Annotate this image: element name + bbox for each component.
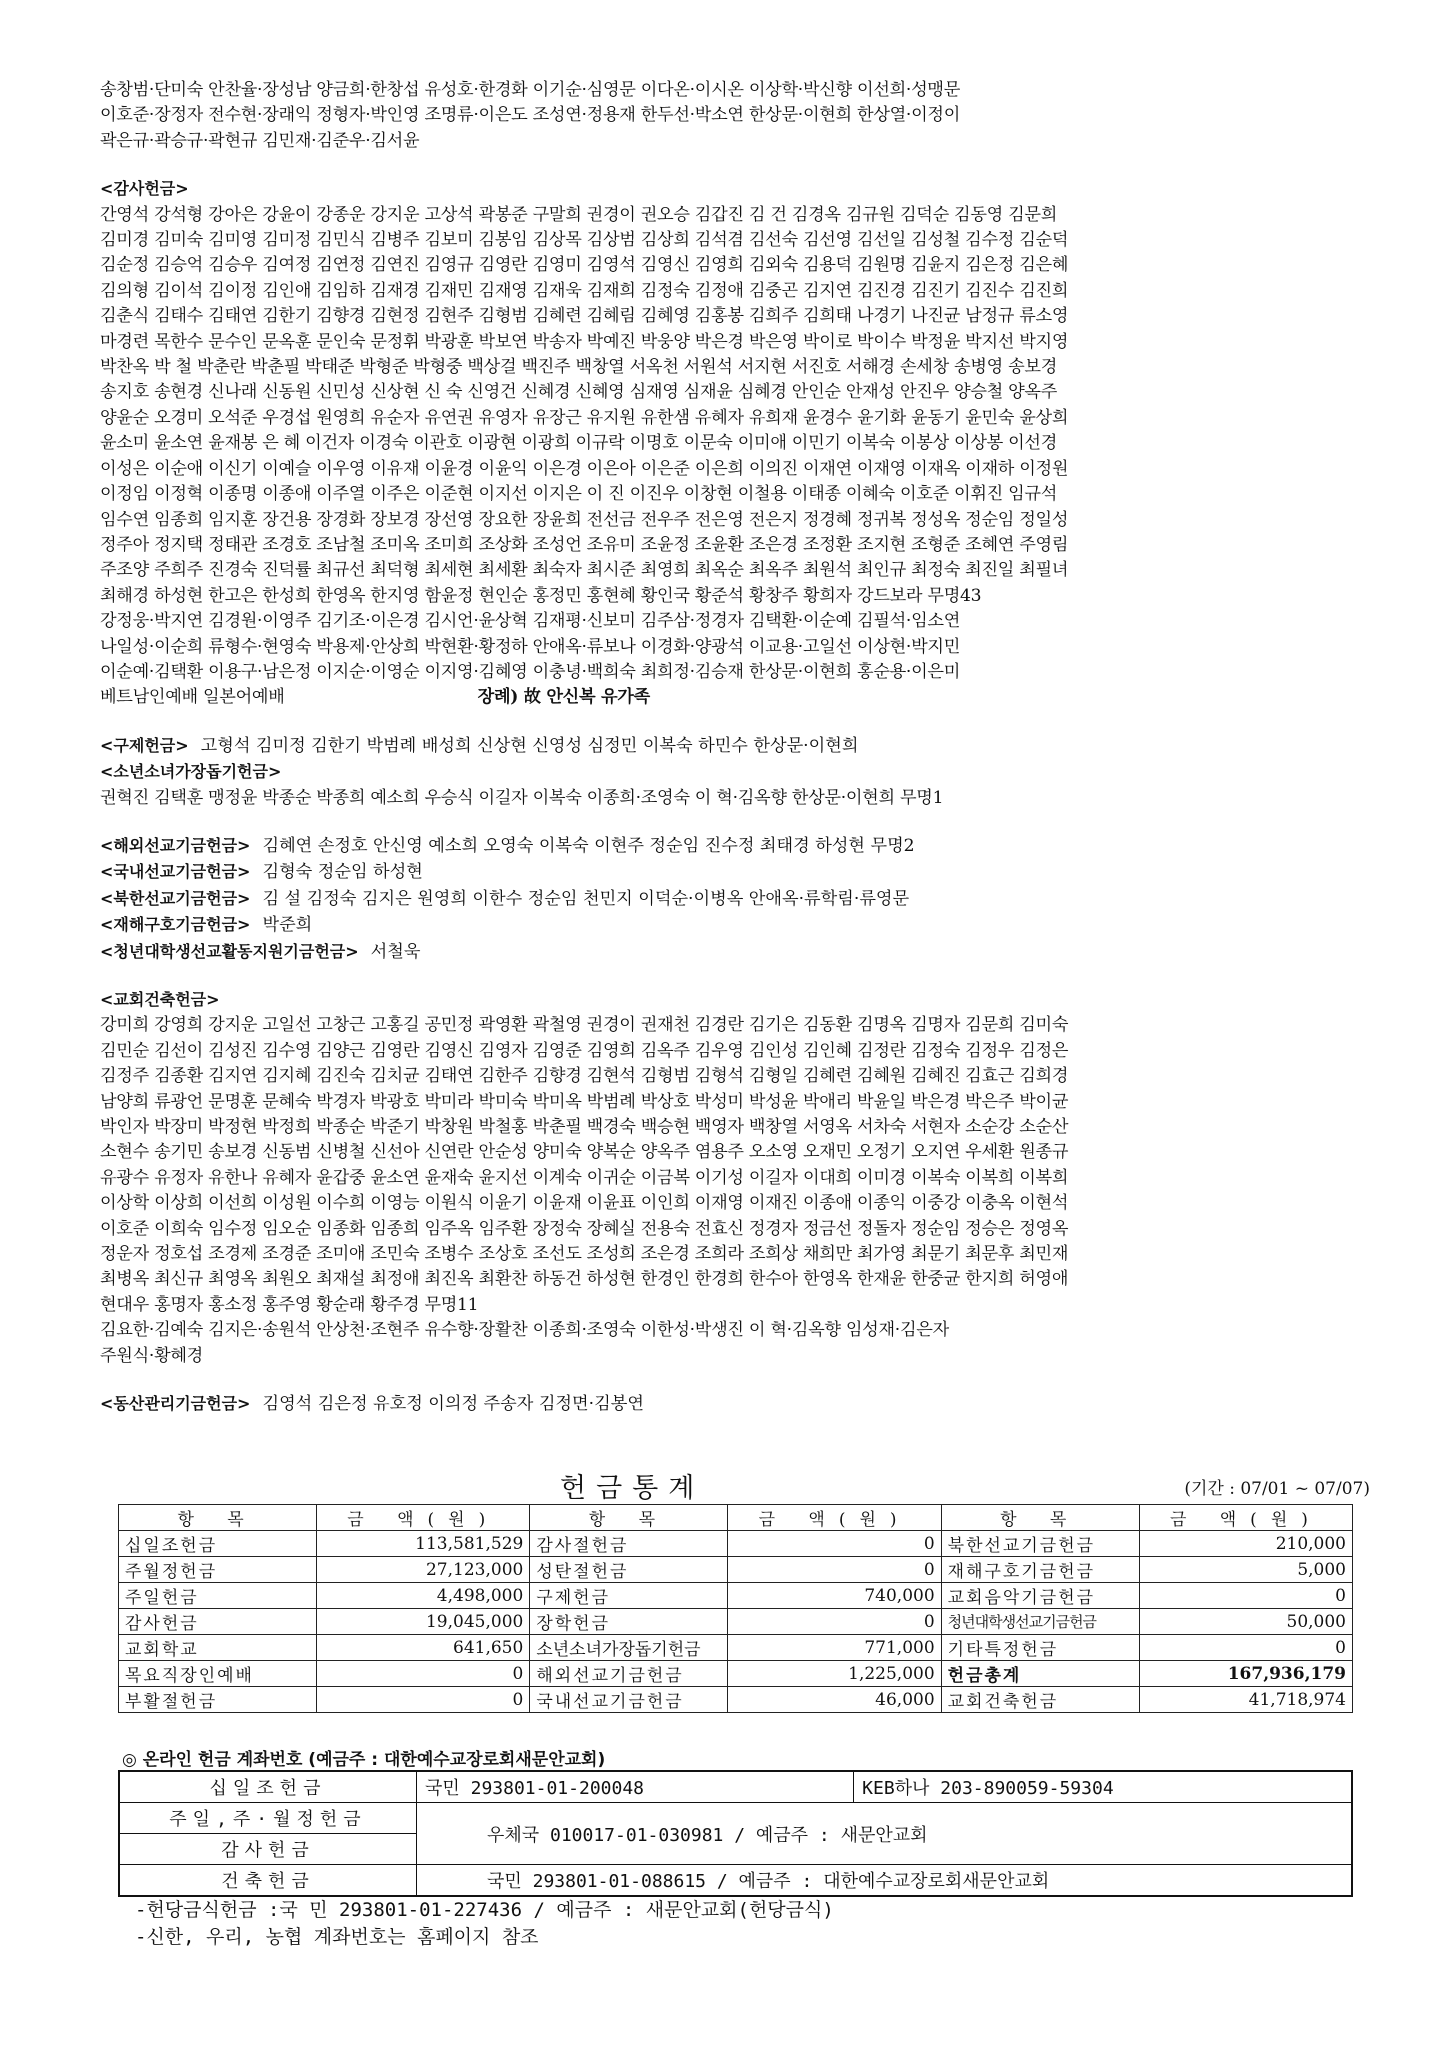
name-line: 박찬옥 박 철 박춘란 박춘필 박태준 박형준 박형중 백상걸 백진주 백창열 서옥천 서원석 서지현 서진호 서해경 손세창 송병영 송보경 (100, 357, 1058, 378)
online-title: ◎ 온라인 헌금 계좌번호 (예금주 : 대한예수교장로회새문안교회) (122, 1750, 606, 1770)
section-names: 김형숙 정순임 하성현 (262, 862, 423, 883)
stat-item: 성탄절헌금 (530, 1557, 728, 1583)
stat-amount: 0 (728, 1557, 941, 1583)
table-row (119, 1771, 1352, 1803)
stat-item: 감사절헌금 (530, 1531, 728, 1557)
stat-item: 기타특정헌금 (941, 1635, 1139, 1661)
stat-item: 주월정헌금 (119, 1557, 317, 1583)
stat-amount: 0 (728, 1531, 941, 1557)
stats-table (118, 1504, 1353, 1713)
name-line: 남양희 류광언 문명훈 문혜숙 박경자 박광호 박미라 박미숙 박미옥 박범례 박상호 박성미 박성윤 박애리 박윤일 박은경 박은주 박이균 (100, 1091, 1069, 1112)
stats-title: 헌금통계 (560, 1473, 705, 1504)
section-label: <교회건축헌금> (100, 990, 220, 1009)
name-line: 마경련 목한수 문수인 문옥훈 문인숙 문정휘 박광훈 박보연 박송자 박예진 박웅양 박은경 박은영 박이로 박이수 박정윤 박지선 박지영 (100, 331, 1069, 352)
name-line: 이호준 이희숙 임수정 임오순 임종화 임종희 임주옥 임주환 장정숙 장혜실 전용숙 전효신 정경자 정금선 정돌자 정순임 정승은 정영옥 (100, 1218, 1069, 1239)
stat-item: 부활절헌금 (119, 1687, 317, 1713)
stat-amount: 771,000 (728, 1635, 941, 1661)
col-header: 금 액(원) (1139, 1505, 1352, 1531)
account-type: 십일조헌금 (119, 1771, 417, 1803)
col-header: 항 목 (941, 1505, 1139, 1531)
name-line: 소현수 송기민 송보경 신동범 신병철 신선아 신연란 안순성 양미숙 양복순 양옥주 염용주 오소영 오재민 오정기 오지연 우세환 원종규 (100, 1142, 1069, 1163)
stat-item: 헌금총계 (941, 1661, 1139, 1687)
stat-amount: 167,936,179 (1139, 1661, 1352, 1687)
name-line: 이성은 이순애 이신기 이예슬 이우영 이유재 이윤경 이윤익 이은경 이은아 이은준 이은희 이의진 이재연 이재영 이재옥 이재하 이정원 (100, 458, 1069, 479)
name-line: 이정임 이정혁 이종명 이종애 이주열 이주은 이준현 이지선 이지은 이 진 이진우 이창현 이철용 이태종 이혜숙 이호준 이휘진 임규석 (100, 484, 1058, 505)
name-line: 박인자 박장미 박정현 박정희 박종순 박준기 박창원 박철홍 박춘필 백경숙 백승현 백영자 백창열 서영옥 서차숙 서현자 소순강 소순산 (100, 1117, 1069, 1138)
stat-amount: 740,000 (728, 1583, 941, 1609)
section-label: <동산관리기금헌금> (100, 1394, 251, 1414)
name-line: 주조양 주희주 진경숙 진덕률 최규선 최덕형 최세현 최세환 최숙자 최시준 최영희 최옥순 최옥주 최원석 최인규 최정숙 최진일 최필녀 (100, 560, 1069, 581)
table-row (119, 1583, 1353, 1609)
name-line: 강미희 강영희 강지운 고일선 고창근 고홍길 공민정 곽영환 곽철영 권경이 권재천 김경란 김기은 김동환 김명옥 김명자 김문희 김미숙 (100, 1015, 1069, 1036)
name-line: 김정주 김종환 김지연 김지혜 김진숙 김치균 김태연 김한주 김향경 김현석 김형범 김형석 김형일 김혜련 김혜원 김혜진 김효근 김희경 (100, 1066, 1069, 1087)
name-line: 양윤순 오경미 오석준 우경섭 원영희 유순자 유연권 유영자 유장근 유지원 유한샘 유혜자 유희재 윤경수 윤기화 윤동기 윤민숙 윤상희 (100, 407, 1069, 428)
account-number: 우체국 010017-01-030981 / 예금주 : 새문안교회 (417, 1803, 1353, 1865)
stat-amount: 1,225,000 (728, 1661, 941, 1687)
stat-item: 북한선교기금헌금 (941, 1531, 1139, 1557)
col-header: 항 목 (119, 1505, 317, 1531)
geonchuk-section (100, 987, 1370, 1369)
account-type: 감사헌금 (119, 1834, 417, 1865)
table-row (119, 1609, 1353, 1635)
stat-amount: 27,123,000 (317, 1557, 530, 1583)
name-line: 주원식·황혜경 (100, 1345, 203, 1366)
section-label: <감사헌금> (100, 179, 189, 199)
stat-amount: 641,650 (317, 1635, 530, 1661)
section-label: <재해구호기금헌금> (100, 915, 251, 935)
table-row (119, 1635, 1353, 1661)
name-line: 김민순 김선이 김성진 김수영 김양근 김영란 김영신 김영자 김영준 김영희 김옥주 김우영 김인성 김인혜 김정란 김정숙 김정우 김정은 (100, 1040, 1069, 1061)
jaehae-section (100, 912, 1370, 938)
name-line: 송지호 송현경 신나래 신동원 신민성 신상현 신 숙 신영건 신혜경 신혜영 심재영 심재윤 심혜경 안인순 안재성 안진우 양승철 양옥주 (100, 382, 1058, 403)
stat-amount: 46,000 (728, 1687, 941, 1713)
name-line: 유광수 유정자 유한나 유혜자 윤갑중 윤소연 윤재숙 윤지선 이계숙 이귀순 이금복 이기성 이길자 이대희 이미경 이복숙 이복희 이복희 (100, 1167, 1069, 1188)
offering-list (100, 78, 1370, 1418)
stat-item: 재해구호기금헌금 (941, 1557, 1139, 1583)
col-header: 금 액(원) (317, 1505, 530, 1531)
section-names: 고형석 김미정 김한기 박범례 배성희 신상현 신영성 심정민 이복숙 하민수 한상문·이현희 (200, 735, 859, 756)
bukhan-section (100, 886, 1370, 912)
section-names: 김 설 김정숙 김지은 원영희 이한수 정순임 천민지 이덕순·이병옥 안애옥·류학림·류영문 (262, 888, 910, 909)
stat-item: 구제헌금 (530, 1583, 728, 1609)
section-names: 김영석 김은정 유호정 이의정 주송자 김정면·김봉연 (262, 1394, 644, 1415)
stat-amount: 0 (1139, 1635, 1352, 1661)
stat-amount: 210,000 (1139, 1531, 1352, 1557)
section-label: <청년대학생선교활동지원기금헌금> (100, 941, 359, 961)
name-line: 최병옥 최신규 최영옥 최원오 최재설 최정애 최진옥 최환찬 하동건 하성현 한경인 한경희 한수아 한영옥 한재윤 한중균 한지희 허영애 (100, 1269, 1069, 1290)
name-line: 김요한·김예숙 김지은·송원석 안상천·조현주 유수향·장활찬 이종희·조영숙 이한성·박생진 이 혁·김옥향 임성재·김은자 (100, 1320, 949, 1341)
stat-amount: 0 (317, 1661, 530, 1687)
stats-header-row (119, 1505, 1353, 1531)
account-number: 국민 293801-01-200048 (417, 1771, 854, 1803)
section-label: <북한선교기금헌금> (100, 888, 251, 908)
stat-amount: 0 (728, 1609, 941, 1635)
cheongnyeon-section (100, 939, 1370, 965)
col-header: 항 목 (530, 1505, 728, 1531)
stats-header (100, 1466, 1370, 1502)
name-text: 베트남인예배 일본어예배 (100, 687, 285, 708)
account-table (118, 1770, 1353, 1897)
stat-amount: 4,498,000 (317, 1583, 530, 1609)
name-line: 정운자 정호섭 조경제 조경준 조미애 조민숙 조병수 조상호 조선도 조성희 조은경 조희라 조희상 채희만 최가영 최문기 최문후 최민재 (100, 1244, 1069, 1265)
name-line: 임수연 임종희 임지훈 장건용 장경화 장보경 장선영 장요한 장윤희 전선금 전우주 전은영 전은지 정경혜 정귀복 정성옥 정순임 정일성 (100, 509, 1069, 530)
stat-item: 해외선교기금헌금 (530, 1661, 728, 1687)
gujae-section (100, 733, 1370, 759)
stat-amount: 19,045,000 (317, 1609, 530, 1635)
table-row (119, 1557, 1353, 1583)
sonyeon-section (100, 759, 1370, 785)
stat-amount: 41,718,974 (1139, 1687, 1352, 1713)
stat-item: 주일헌금 (119, 1583, 317, 1609)
table-row (119, 1687, 1353, 1713)
gungnae-section (100, 859, 1370, 885)
stat-item: 십일조헌금 (119, 1531, 317, 1557)
name-line: 간영석 강석형 강아은 강윤이 강종운 강지운 고상석 곽봉준 구말희 권경이 권오승 김갑진 김 건 김경옥 김규원 김덕순 김동영 김문희 (100, 204, 1058, 225)
section-names: 박준희 (262, 915, 313, 936)
section-names: 서철욱 (370, 941, 421, 962)
gamsa-section (100, 176, 1370, 711)
name-line: 윤소미 윤소연 윤재봉 은 혜 이건자 이경숙 이관호 이광현 이광희 이규락 이명호 이문숙 이미애 이민기 이복숙 이봉상 이상봉 이선경 (100, 433, 1058, 454)
stat-item: 청년대학생선교기금헌금 (941, 1609, 1139, 1635)
table-row (119, 1865, 1352, 1897)
name-line: 김의형 김이석 김이정 김인애 김임하 김재경 김재민 김재영 김재욱 김재희 김정숙 김정애 김중곤 김지연 김진경 김진기 김진수 김진희 (100, 280, 1069, 301)
stat-item: 교회음악기금헌금 (941, 1583, 1139, 1609)
stat-amount: 50,000 (1139, 1609, 1352, 1635)
name-line (100, 685, 1370, 710)
memorial-text: 장례) 故 안신복 유가족 (477, 687, 650, 708)
note-line: -헌당금식헌금 :국 민 293801-01-227436 / 예금주 : 새문안교회(헌당금식) (135, 1899, 834, 1921)
stat-item: 장학헌금 (530, 1609, 728, 1635)
section-label: <구제헌금> (100, 735, 189, 755)
account-number: 국민 293801-01-088615 / 예금주 : 대한예수교장로회새문안교회 (417, 1865, 1353, 1897)
name-line: 이상학 이상희 이선희 이성원 이수희 이영능 이원식 이윤기 이윤재 이윤표 이인희 이재영 이재진 이종애 이종익 이중강 이충옥 이현석 (100, 1193, 1069, 1214)
section-label: <해외선교기금헌금> (100, 835, 251, 855)
account-number: KEB하나 203-890059-59304 (854, 1771, 1352, 1803)
stat-item: 소년소녀가장돕기헌금 (530, 1635, 728, 1661)
stats-period: (기간 : 07/01 ~ 07/07) (1184, 1479, 1370, 1499)
stat-item: 국내선교기금헌금 (530, 1687, 728, 1713)
name-line: 현대우 홍명자 홍소정 홍주영 황순래 황주경 무명11 (100, 1294, 479, 1315)
name-line: 강정웅·박지연 김경원·이영주 김기조·이은경 김시언·윤상혁 김재평·신보미 김주삼·정경자 김택환·이순예 김필석·임소연 (100, 611, 961, 632)
name-line: 이순예·김택환 이용구·남은정 이지순·이영순 이지영·김혜영 이충녕·백희숙 최희정·김승재 한상문·이현희 홍순용·이은미 (100, 661, 961, 682)
section-names: 김혜연 손정호 안신영 예소희 오영숙 이복숙 이현주 정순임 진수정 최태경 하성현 무명2 (262, 835, 915, 856)
name-line: 이호준·장정자 전수현·장래익 정형자·박인영 조명류·이은도 조성연·정용재 한두선·박소연 한상문·이현희 한상열·이정이 (100, 105, 961, 126)
account-type: 건축헌금 (119, 1865, 417, 1897)
name-line: 권혁진 김택훈 맹정윤 박종순 박종희 예소희 우승식 이길자 이복숙 이종희·조영숙 이 혁·김옥향 한상문·이현희 무명1 (100, 787, 944, 808)
stat-amount: 113,581,529 (317, 1531, 530, 1557)
name-line: 김춘식 김태수 김태연 김한기 김향경 김현정 김현주 김형범 김혜련 김혜림 김혜영 김홍봉 김희주 김희태 나경기 나진균 남정규 류소영 (100, 306, 1069, 327)
stat-item: 목요직장인예배 (119, 1661, 317, 1687)
name-line: 정주아 정지택 정태관 조경호 조남철 조미옥 조미희 조상화 조성언 조유미 조윤정 조윤환 조은경 조정환 조지현 조형준 조혜연 주영림 (100, 534, 1069, 555)
name-line: 김순정 김승억 김승우 김여정 김연정 김연진 김영규 김영란 김영미 김영석 김영신 김영희 김외숙 김용덕 김원명 김윤지 김은정 김은혜 (100, 255, 1069, 276)
table-row (119, 1531, 1353, 1557)
stat-amount: 0 (1139, 1583, 1352, 1609)
stat-amount: 0 (317, 1687, 530, 1713)
section-label: <국내선교기금헌금> (100, 862, 251, 882)
name-line: 김미경 김미숙 김미영 김미정 김민식 김병주 김보미 김봉임 김상목 김상범 김상희 김석겸 김선숙 김선영 김선일 김성철 김수정 김순덕 (100, 230, 1069, 251)
stat-item: 감사헌금 (119, 1609, 317, 1635)
haeoe-section (100, 833, 1370, 859)
account-type: 주일,주·월정헌금 (119, 1803, 417, 1834)
col-header: 금 액(원) (728, 1505, 941, 1531)
table-row (119, 1803, 1352, 1834)
name-line: 송창범·단미숙 안찬율·장성남 양금희·한창섭 유성호·한경화 이기순·심영문 이다온·이시온 이상학·박신향 이선희·성맹문 (100, 80, 961, 100)
name-line: 나일성·이순희 류형수·현영숙 박용제·안상희 박현환·황정하 안애옥·류보나 이경화·양광석 이교용·고일선 이상현·박지민 (100, 636, 961, 657)
dongsan-section (100, 1391, 1370, 1417)
stat-item: 교회학교 (119, 1635, 317, 1661)
stat-item: 교회건축헌금 (941, 1687, 1139, 1713)
top-names (100, 78, 1370, 154)
name-line: 곽은규·곽승규·곽현규 김민재·김준우·김서윤 (100, 130, 420, 151)
note-line: -신한, 우리, 농협 계좌번호는 홈페이지 참조 (135, 1926, 539, 1948)
stat-amount: 5,000 (1139, 1557, 1352, 1583)
section-label: <소년소녀가장돕기헌금> (100, 762, 282, 782)
name-line: 최해경 하성현 한고은 한성희 한영옥 한지영 함윤정 현인순 홍정민 홍현혜 황인국 황준석 황창주 황희자 강드보라 무명43 (100, 585, 982, 606)
table-row (119, 1661, 1353, 1687)
